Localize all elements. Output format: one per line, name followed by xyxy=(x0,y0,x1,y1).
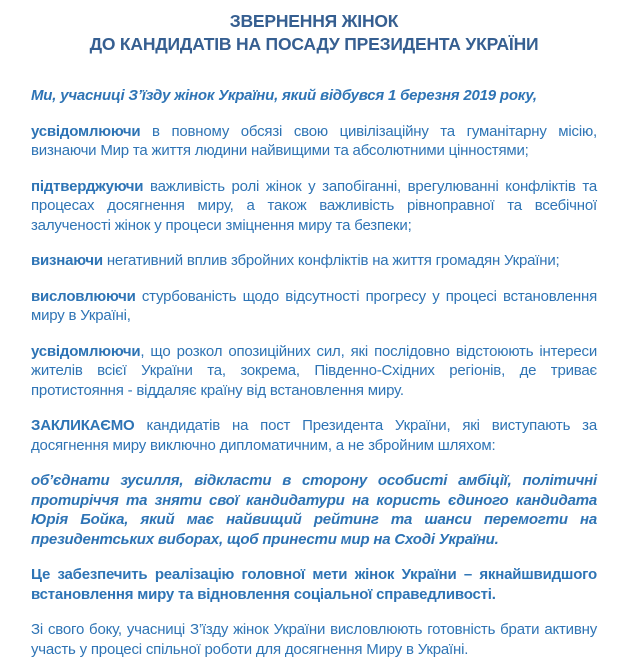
paragraph-text: кандидатів на пост Президента України, які виступають за досягнення миру виключно дипломатичним, а не збройним шляхом: xyxy=(31,417,597,454)
paragraph-text: , що розкол опозиційних сил, які послідовно відстоюють інтереси жителів всієї України та, зокрема, Південно-Східних регіонів, де триває протистояння - віддаляє країну від встановлення миру. xyxy=(31,342,597,399)
paragraph-text: стурбованість щодо відсутності прогресу у процесі встановлення миру в Україні, xyxy=(31,287,597,324)
paragraph-lead: усвідомлюючи xyxy=(31,122,141,140)
paragraph-usvidomlyuyuchy-2 xyxy=(31,342,597,401)
document-title-line2: ДО КАНДИДАТІВ НА ПОСАДУ ПРЕЗИДЕНТА УКРАЇНИ xyxy=(89,34,539,54)
document-title xyxy=(31,10,597,56)
paragraph-pidtverdzhuyuchy xyxy=(31,177,597,236)
paragraph-usvidomlyuyuchy-1 xyxy=(31,122,597,161)
paragraph-text: об’єднати зусилля, відкласти в сторону особисті амбіції, політичні протиріччя та зняти свої кандидатури на користь єдиного кандидата Юрія Бойка, який має найвищий рейтинг та шанси перемогти на президентських виборах, щоб принести мир на Сході України. xyxy=(31,472,597,548)
paragraph-lead: підтверджуючи xyxy=(31,177,144,195)
paragraph-text: в повному обсязі свою цивілізаційну та гуманітарну місію, визнаючи Мир та життя людини найвищими та абсолютними цінностями; xyxy=(31,122,597,159)
paragraph-vyslovlyuyuchy xyxy=(31,287,597,326)
paragraph-lead: усвідомлюючи xyxy=(31,342,141,360)
paragraph-text: важливість ролі жінок у запобіганні, врегулюванні конфліктів та процесах досягнення миру, а також важливість рівноправної та всебічної залученості жінок у процеси зміцнення миру та безпеки; xyxy=(31,177,597,234)
paragraph-tse-zabezpechyt xyxy=(31,565,597,604)
paragraph-lead: визнаючи xyxy=(31,252,103,269)
paragraph-zaklykayemo xyxy=(31,416,597,455)
paragraph-zi-svoho-boku xyxy=(31,620,597,659)
paragraph-lead: ЗАКЛИКАЄМО xyxy=(31,417,135,434)
paragraph-lead: висловлюючи xyxy=(31,287,136,305)
paragraph-obyednaty-zusyllya xyxy=(31,471,597,549)
document-title-line1: ЗВЕРНЕННЯ ЖІНОК xyxy=(229,11,399,31)
paragraph-vyznayuchy xyxy=(31,251,597,271)
paragraph-text: Це забезпечить реалізацію головної мети жінок України – якнайшвидшого встановлення миру та відновлення соціальної справедливості. xyxy=(31,566,597,603)
intro-paragraph: Ми, учасниці З’їзду жінок України, який відбувся 1 березня 2019 року, xyxy=(31,87,537,104)
paragraph-text: Зі свого боку, учасниці З’їзду жінок України висловлюють готовність брати активну участь у процесі спільної роботи для досягнення Миру в Україні. xyxy=(31,621,597,658)
paragraph-text: негативний вплив збройних конфліктів на життя громадян України; xyxy=(102,252,560,269)
